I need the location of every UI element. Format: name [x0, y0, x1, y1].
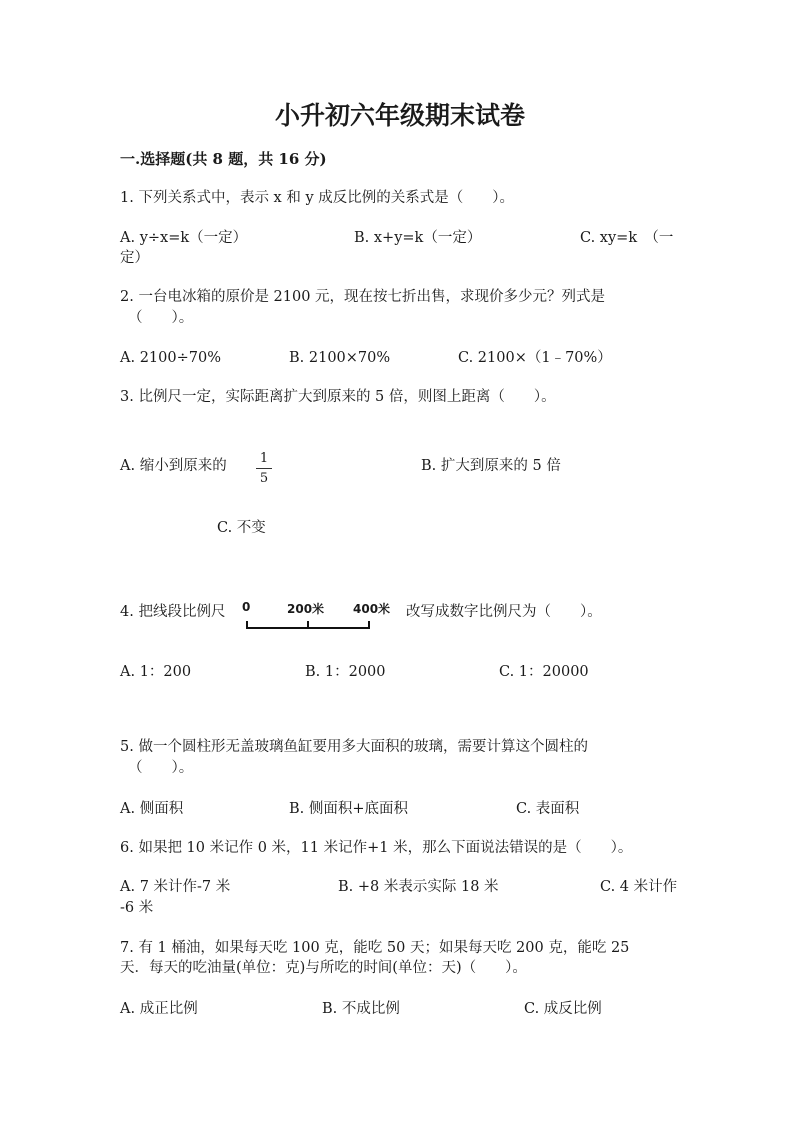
line-segment-scale [242, 600, 391, 632]
question-2-stem-continued: （ ）。 [128, 310, 194, 326]
question-4-option-c: C. 1：20000 [499, 664, 589, 680]
question-3-option-c: C. 不变 [217, 520, 266, 536]
scale-label-200m: 200米 [287, 602, 325, 616]
question-5-option-b: B. 侧面积+底面积 [289, 801, 409, 817]
question-7-stem-continued: 天．每天的吃油量(单位：克)与所吃的时间(单位：天)（ ）。 [120, 960, 527, 976]
question-7-option-b: B. 不成比例 [322, 1001, 400, 1017]
scale-label-zero: 0 [242, 600, 251, 614]
question-6-option-a: A. 7 米计作-7 米 [120, 879, 231, 895]
question-7-option-c: C. 成反比例 [524, 1001, 602, 1017]
question-3-option-a: A. 缩小到原来的 [120, 458, 227, 474]
question-6-option-b: B. +8 米表示实际 18 米 [338, 879, 499, 895]
scale-bar-line [242, 600, 378, 632]
question-2-stem: 2. 一台电冰箱的原价是 2100 元，现在按七折出售，求现价多少元？列式是 [120, 289, 606, 305]
fraction-denominator: 5 [259, 471, 269, 486]
question-6-option-c: C. 4 米计作 [600, 879, 678, 895]
fraction-numerator: 1 [259, 451, 269, 466]
question-5-stem-continued: （ ）。 [128, 760, 194, 776]
question-3-option-b: B. 扩大到原来的 5 倍 [421, 458, 561, 474]
question-7-stem: 7. 有 1 桶油，如果每天吃 100 克，能吃 50 天；如果每天吃 200 克，能吃 25 [120, 940, 630, 956]
question-1-option-a: A. y÷x=k（一定） [120, 230, 248, 246]
question-4-stem-end: 改写成数字比例尺为（ ）。 [406, 604, 602, 620]
question-1-option-b: B. x+y=k（一定） [354, 230, 482, 246]
question-5-stem: 5. 做一个圆柱形无盖玻璃鱼缸要用多大面积的玻璃，需要计算这个圆柱的 [120, 739, 588, 755]
question-4-option-a: A. 1：200 [120, 664, 192, 680]
question-1-stem: 1. 下列关系式中，表示 x 和 y 成反比例的关系式是（ ）。 [120, 190, 514, 206]
question-2-option-c: C. 2100×（1﹣70%） [458, 350, 612, 366]
question-4-option-b: B. 1：2000 [305, 664, 386, 680]
question-2-option-b: B. 2100×70% [289, 350, 391, 366]
question-7-option-a: A. 成正比例 [120, 1001, 198, 1017]
fraction-bar [256, 468, 272, 469]
section-heading: 一.选择题(共 8 题，共 16 分) [120, 150, 327, 168]
scale-label-400m: 400米 [353, 602, 391, 616]
question-3-stem: 3. 比例尺一定，实际距离扩大到原来的 5 倍，则图上距离（ ）。 [120, 389, 556, 405]
question-1-option-c-continued: 定） [120, 250, 149, 266]
question-4-stem-start: 4. 把线段比例尺 [120, 604, 226, 620]
question-5-option-c: C. 表面积 [516, 801, 580, 817]
question-6-stem: 6. 如果把 10 米记作 0 米，11 米记作+1 米，那么下面说法错误的是（ ）。 [120, 840, 633, 856]
page-title: 小升初六年级期末试卷 [274, 101, 525, 130]
question-2-option-a: A. 2100÷70% [120, 350, 221, 366]
fraction-one-fifth [255, 452, 273, 485]
question-5-option-a: A. 侧面积 [120, 801, 184, 817]
question-1-option-c: C. xy=k （一 [580, 230, 674, 246]
question-6-option-c-continued: -6 米 [120, 900, 154, 916]
